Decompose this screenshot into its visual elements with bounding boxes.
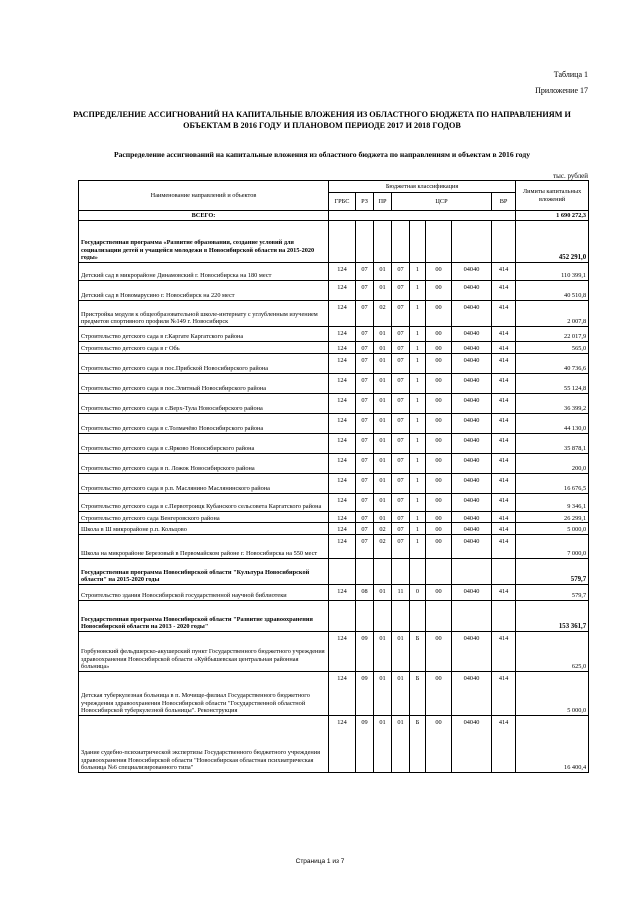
row-c4 <box>452 221 492 263</box>
row-name: Строительство детского сада в с.Толмачёво Новосибирского района <box>79 413 329 433</box>
object-row <box>79 473 589 493</box>
row-grbs: 124 <box>329 584 356 600</box>
row-rz: 07 <box>356 413 374 433</box>
row-rz: 07 <box>356 523 374 535</box>
row-grbs: 124 <box>329 671 356 715</box>
row-name: Строительство детского сада в с.Верх-Тула Новосибирского района <box>79 393 329 413</box>
row-c2: 1 <box>410 301 426 327</box>
program-row <box>79 558 589 584</box>
object-row <box>79 373 589 393</box>
row-c2: 1 <box>410 473 426 493</box>
object-row <box>79 631 589 671</box>
row-c2: 1 <box>410 263 426 281</box>
row-vr: 414 <box>492 393 516 413</box>
row-rz: 07 <box>356 353 374 373</box>
row-value: 55 124,8 <box>516 373 589 393</box>
header-grbs: ГРБС <box>329 193 356 211</box>
row-vr: 414 <box>492 301 516 327</box>
row-c3: 00 <box>426 413 452 433</box>
row-value: 5 000,0 <box>516 523 589 535</box>
row-value: 16 400,4 <box>516 715 589 772</box>
row-value: 35 878,1 <box>516 433 589 453</box>
row-c3: 00 <box>426 353 452 373</box>
row-name: Школа на микрорайоне Березовый в Первомайском районе г. Новосибирска на 550 мест <box>79 534 329 558</box>
allocation-table <box>78 180 589 773</box>
row-vr: 414 <box>492 413 516 433</box>
row-c3: 00 <box>426 631 452 671</box>
row-c2: Б <box>410 631 426 671</box>
row-value: 40 510,8 <box>516 281 589 301</box>
object-row <box>79 301 589 327</box>
row-pr: 01 <box>374 281 392 301</box>
row-c4: 04040 <box>452 631 492 671</box>
row-c2 <box>410 221 426 263</box>
row-name: Строительство здания Новосибирской государственной научной библиотеки <box>79 584 329 600</box>
row-c4: 04040 <box>452 534 492 558</box>
row-c2: 0 <box>410 584 426 600</box>
row-name: Детский сад в микрорайоне Динамовский г. Новосибирска на 180 мест <box>79 263 329 281</box>
row-c1: 07 <box>392 353 410 373</box>
row-c2: 1 <box>410 493 426 511</box>
row-rz: 09 <box>356 631 374 671</box>
row-c1: 07 <box>392 342 410 354</box>
row-c1: 07 <box>392 413 410 433</box>
row-c1: 01 <box>392 671 410 715</box>
row-c3: 00 <box>426 534 452 558</box>
row-c2 <box>410 558 426 584</box>
row-rz: 07 <box>356 301 374 327</box>
row-c4: 04040 <box>452 353 492 373</box>
row-c4 <box>452 558 492 584</box>
row-grbs: 124 <box>329 534 356 558</box>
row-c4: 04040 <box>452 511 492 523</box>
row-name: Строительство детского сада в пос.Прибской Новосибирского района <box>79 353 329 373</box>
units-label: тыс. рублей <box>553 172 588 180</box>
row-vr <box>492 558 516 584</box>
row-c3: 00 <box>426 342 452 354</box>
row-pr <box>374 600 392 631</box>
row-pr: 01 <box>374 393 392 413</box>
row-rz: 07 <box>356 263 374 281</box>
row-rz: 07 <box>356 327 374 342</box>
row-grbs: 124 <box>329 301 356 327</box>
row-rz <box>356 221 374 263</box>
row-rz: 07 <box>356 342 374 354</box>
row-name: Строительство детского сада в с.Ярково Новосибирского района <box>79 433 329 453</box>
row-vr: 414 <box>492 671 516 715</box>
row-grbs: 124 <box>329 342 356 354</box>
row-c2 <box>410 600 426 631</box>
row-c1: 07 <box>392 373 410 393</box>
row-c3: 00 <box>426 327 452 342</box>
row-grbs: 124 <box>329 715 356 772</box>
row-rz: 07 <box>356 281 374 301</box>
object-row <box>79 671 589 715</box>
row-c4: 04040 <box>452 493 492 511</box>
row-vr <box>492 600 516 631</box>
row-vr: 414 <box>492 342 516 354</box>
row-c2: 1 <box>410 327 426 342</box>
row-value: 625,0 <box>516 631 589 671</box>
program-row <box>79 600 589 631</box>
row-grbs: 124 <box>329 373 356 393</box>
object-row <box>79 715 589 772</box>
row-c4: 04040 <box>452 584 492 600</box>
header-pr: ПР <box>374 193 392 211</box>
row-pr: 01 <box>374 453 392 473</box>
row-c3: 00 <box>426 433 452 453</box>
row-c1: 07 <box>392 453 410 473</box>
row-value: 452 291,0 <box>516 221 589 263</box>
row-grbs: 124 <box>329 413 356 433</box>
row-grbs: 124 <box>329 453 356 473</box>
row-value: 7 000,0 <box>516 534 589 558</box>
row-c1: 11 <box>392 584 410 600</box>
row-value: 579,7 <box>516 584 589 600</box>
row-rz: 07 <box>356 511 374 523</box>
row-c2: 1 <box>410 373 426 393</box>
row-value: 16 676,5 <box>516 473 589 493</box>
header-limits: Лимиты капитальных вложений <box>516 181 589 211</box>
table-label: Таблица 1 <box>553 70 588 79</box>
row-rz <box>356 558 374 584</box>
row-vr: 414 <box>492 281 516 301</box>
row-rz: 09 <box>356 715 374 772</box>
row-name: Горбуновский фельдшерско-акушерский пункт Государственного бюджетного учреждения здравоохранения Новосибирской области «Куйбышевская центральная районная больница» <box>79 631 329 671</box>
row-c3: 00 <box>426 281 452 301</box>
row-c3: 00 <box>426 453 452 473</box>
row-c3: 00 <box>426 584 452 600</box>
row-c4: 04040 <box>452 301 492 327</box>
row-c2: 1 <box>410 433 426 453</box>
row-c2: 1 <box>410 353 426 373</box>
row-c3: 00 <box>426 263 452 281</box>
row-grbs: 124 <box>329 281 356 301</box>
row-c1: 07 <box>392 493 410 511</box>
row-vr: 414 <box>492 715 516 772</box>
row-pr <box>374 558 392 584</box>
row-value: 9 346,1 <box>516 493 589 511</box>
row-name: Государственная программа Новосибирской области "Культура Новосибирской области" на 2015-2020 годы <box>79 558 329 584</box>
row-vr: 414 <box>492 263 516 281</box>
object-row <box>79 511 589 523</box>
row-grbs: 124 <box>329 393 356 413</box>
row-vr: 414 <box>492 511 516 523</box>
row-pr: 01 <box>374 715 392 772</box>
page-footer: Страница 1 из 7 <box>295 858 345 865</box>
row-vr: 414 <box>492 631 516 671</box>
row-c4: 04040 <box>452 342 492 354</box>
document-title: РАСПРЕДЕЛЕНИЕ АССИГНОВАНИЙ НА КАПИТАЛЬНЫЕ ВЛОЖЕНИЯ ИЗ ОБЛАСТНОГО БЮДЖЕТА ПО НАПРАВЛЕНИЯМ И ОБЪЕКТАМ В 2016 ГОДУ И ПЛАНОВОМ ПЕРИОДЕ 2017 И 2018 ГОДОВ <box>73 110 571 130</box>
row-c3: 00 <box>426 373 452 393</box>
row-c2: 1 <box>410 342 426 354</box>
row-c3: 00 <box>426 393 452 413</box>
total-row <box>79 211 589 221</box>
row-vr: 414 <box>492 453 516 473</box>
row-c3: 00 <box>426 671 452 715</box>
row-vr: 414 <box>492 584 516 600</box>
row-c1: 07 <box>392 263 410 281</box>
object-row <box>79 393 589 413</box>
row-value: 40 736,6 <box>516 353 589 373</box>
row-c3 <box>426 558 452 584</box>
row-c1: 07 <box>392 511 410 523</box>
row-name: Строительство детского сада в г Обь <box>79 342 329 354</box>
row-grbs: 124 <box>329 523 356 535</box>
row-pr: 02 <box>374 301 392 327</box>
row-c2: 1 <box>410 413 426 433</box>
row-pr: 01 <box>374 433 392 453</box>
row-c4: 04040 <box>452 327 492 342</box>
row-c4: 04040 <box>452 473 492 493</box>
row-c4: 04040 <box>452 671 492 715</box>
row-c1 <box>392 558 410 584</box>
object-row <box>79 353 589 373</box>
object-row <box>79 534 589 558</box>
row-c2: 1 <box>410 281 426 301</box>
object-row <box>79 433 589 453</box>
row-vr: 414 <box>492 353 516 373</box>
row-name: Здание судебно-психиатрической экспертизы Государственного бюджетного учреждения здравоохранения Новосибирской области "Новосибирская областная психиатрическая больница №6 специализированного типа" <box>79 715 329 772</box>
row-vr <box>492 221 516 263</box>
row-c4: 04040 <box>452 393 492 413</box>
row-c4: 04040 <box>452 433 492 453</box>
program-row <box>79 221 589 263</box>
row-pr: 02 <box>374 523 392 535</box>
row-c2: Б <box>410 715 426 772</box>
row-grbs <box>329 600 356 631</box>
row-c3: 00 <box>426 715 452 772</box>
row-c1: 07 <box>392 523 410 535</box>
row-pr: 01 <box>374 584 392 600</box>
row-c4 <box>452 600 492 631</box>
row-rz: 07 <box>356 534 374 558</box>
row-name: Строительство детского сада в с.Первотроицк Кубанского сельсовета Каргатского района <box>79 493 329 511</box>
row-grbs: 124 <box>329 473 356 493</box>
row-value: 565,0 <box>516 342 589 354</box>
object-row <box>79 453 589 473</box>
total-label: ВСЕГО: <box>79 211 329 221</box>
row-value: 2 007,8 <box>516 301 589 327</box>
row-c1: 07 <box>392 281 410 301</box>
row-vr: 414 <box>492 493 516 511</box>
row-value: 579,7 <box>516 558 589 584</box>
row-name: Школа в Ш микрорайоне р.п. Кольцово <box>79 523 329 535</box>
row-c3: 00 <box>426 473 452 493</box>
row-value: 5 000,0 <box>516 671 589 715</box>
row-c3 <box>426 600 452 631</box>
row-rz: 07 <box>356 433 374 453</box>
row-c1: 07 <box>392 473 410 493</box>
total-value: 1 690 272,3 <box>516 211 589 221</box>
row-name: Пристройка модуля к общеобразовательной школе-интернату с углубленным изучением предметов спортивного профиля №149 г. Новосибирск <box>79 301 329 327</box>
document-subtitle: Распределение ассигнований на капитальные вложения из областного бюджета по направлениям и объектам в 2016 году <box>113 150 531 159</box>
row-c4: 04040 <box>452 281 492 301</box>
row-grbs: 124 <box>329 433 356 453</box>
row-c2: 1 <box>410 523 426 535</box>
row-vr: 414 <box>492 473 516 493</box>
row-c4: 04040 <box>452 453 492 473</box>
row-pr: 01 <box>374 511 392 523</box>
row-grbs: 124 <box>329 631 356 671</box>
row-value: 22 017,9 <box>516 327 589 342</box>
row-pr: 01 <box>374 493 392 511</box>
header-csr: ЦСР <box>392 193 492 211</box>
row-c3: 00 <box>426 511 452 523</box>
object-row <box>79 584 589 600</box>
row-c4: 04040 <box>452 715 492 772</box>
row-value: 36 399,2 <box>516 393 589 413</box>
row-name: Государственная программа Новосибирской области "Развитие здравоохранения Новосибирской области на 2013 - 2020 годы" <box>79 600 329 631</box>
row-rz <box>356 600 374 631</box>
header-name: Наименование направлений и объектов <box>79 181 329 211</box>
row-pr: 01 <box>374 373 392 393</box>
row-c3: 00 <box>426 493 452 511</box>
row-c4: 04040 <box>452 523 492 535</box>
row-grbs: 124 <box>329 327 356 342</box>
row-c4: 04040 <box>452 413 492 433</box>
row-pr: 01 <box>374 671 392 715</box>
row-rz: 07 <box>356 453 374 473</box>
row-c1 <box>392 600 410 631</box>
row-c2: Б <box>410 671 426 715</box>
row-c4: 04040 <box>452 373 492 393</box>
row-c1: 01 <box>392 631 410 671</box>
row-c1: 01 <box>392 715 410 772</box>
row-vr: 414 <box>492 523 516 535</box>
row-value: 44 130,0 <box>516 413 589 433</box>
row-rz: 07 <box>356 373 374 393</box>
row-c4: 04040 <box>452 263 492 281</box>
row-grbs: 124 <box>329 493 356 511</box>
header-rz: РЗ <box>356 193 374 211</box>
object-row <box>79 493 589 511</box>
row-c2: 1 <box>410 393 426 413</box>
object-row <box>79 342 589 354</box>
row-grbs: 124 <box>329 511 356 523</box>
row-c3 <box>426 221 452 263</box>
row-pr: 01 <box>374 413 392 433</box>
row-rz: 07 <box>356 493 374 511</box>
row-c1: 07 <box>392 534 410 558</box>
row-rz: 09 <box>356 671 374 715</box>
object-row <box>79 523 589 535</box>
row-c1: 07 <box>392 327 410 342</box>
row-pr: 01 <box>374 263 392 281</box>
row-vr: 414 <box>492 327 516 342</box>
row-pr: 01 <box>374 631 392 671</box>
object-row <box>79 263 589 281</box>
row-c1: 07 <box>392 393 410 413</box>
row-value: 26 299,1 <box>516 511 589 523</box>
row-c1 <box>392 221 410 263</box>
row-c2: 1 <box>410 511 426 523</box>
object-row <box>79 327 589 342</box>
row-name: Строительство детского сада в р.п. Маслянино Маслянинского района <box>79 473 329 493</box>
row-grbs: 124 <box>329 353 356 373</box>
row-vr: 414 <box>492 534 516 558</box>
row-name: Строительство детского сада в г.Каргате Каргатского района <box>79 327 329 342</box>
row-rz: 08 <box>356 584 374 600</box>
row-c2: 1 <box>410 534 426 558</box>
object-row <box>79 281 589 301</box>
row-pr <box>374 221 392 263</box>
object-row <box>79 413 589 433</box>
row-pr: 02 <box>374 534 392 558</box>
row-c2: 1 <box>410 453 426 473</box>
row-name: Детская туберкулезная больница в п. Мочище-филиал Государственного бюджетного учреждения здравоохранения Новосибирской области "Государственной областной Новосибирской туберкулезной больницы". Реконструкция <box>79 671 329 715</box>
row-name: Государственная программа «Развитие образования, создание условий для социализации детей и учащейся молодежи в Новосибирской области на 2015-2020 годы» <box>79 221 329 263</box>
row-grbs: 124 <box>329 263 356 281</box>
row-rz: 07 <box>356 393 374 413</box>
row-vr: 414 <box>492 433 516 453</box>
header-budget-classification: Бюджетная классификация <box>329 181 516 193</box>
row-value: 110 399,1 <box>516 263 589 281</box>
row-pr: 01 <box>374 353 392 373</box>
row-value: 153 361,7 <box>516 600 589 631</box>
row-pr: 01 <box>374 473 392 493</box>
row-vr: 414 <box>492 373 516 393</box>
appendix-label: Приложение 17 <box>535 86 588 95</box>
row-rz: 07 <box>356 473 374 493</box>
row-name: Детский сад в Новомарусино г. Новосибирск на 220 мест <box>79 281 329 301</box>
row-value: 200,0 <box>516 453 589 473</box>
header-vr: ВР <box>492 193 516 211</box>
row-c1: 07 <box>392 301 410 327</box>
row-grbs <box>329 558 356 584</box>
row-c3: 00 <box>426 523 452 535</box>
row-grbs <box>329 221 356 263</box>
row-name: Строительство детского сада Венгеровского района <box>79 511 329 523</box>
row-name: Строительство детского сада в пос.Элитный Новосибирского района <box>79 373 329 393</box>
row-c3: 00 <box>426 301 452 327</box>
row-c1: 07 <box>392 433 410 453</box>
row-name: Строительство детского сада в п. Ложок Новосибирского района <box>79 453 329 473</box>
row-pr: 01 <box>374 342 392 354</box>
row-pr: 01 <box>374 327 392 342</box>
